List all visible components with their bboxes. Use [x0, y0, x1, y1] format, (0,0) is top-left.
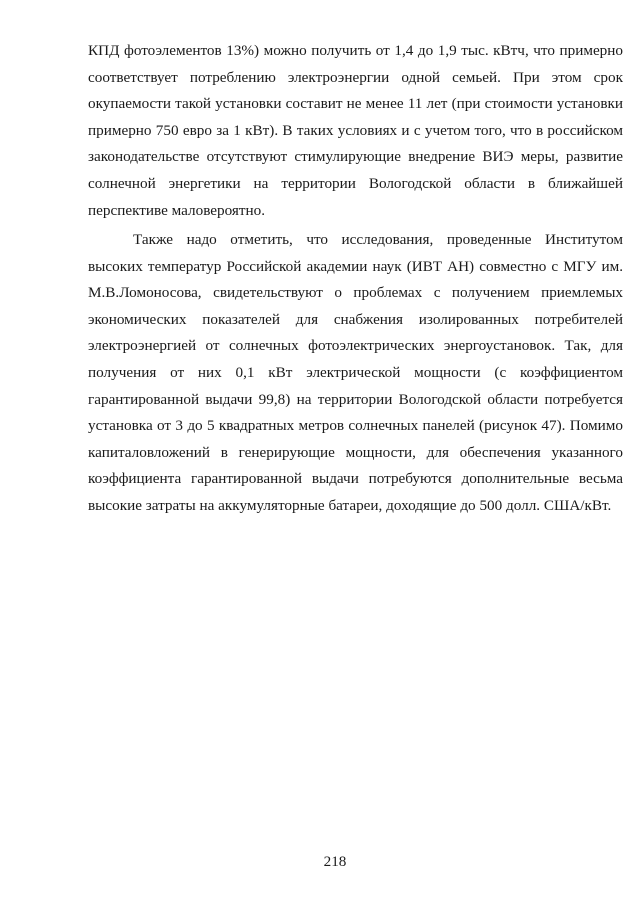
text-line: соответствует потреблению электроэнергии одной семьей. При этом срок: [88, 68, 623, 86]
text-line: примерно 750 евро за 1 кВт). В таких условиях и с учетом того, что в российском: [88, 121, 623, 139]
text-line: окупаемости такой установки составит не менее 11 лет (при стоимости установки: [88, 95, 623, 113]
text-line: гарантированной выдачи 99,8) на территории Вологодской области потребуется: [88, 390, 623, 408]
text-line: М.В.Ломоносова, свидетельствуют о проблемах с получением приемлемых: [88, 284, 623, 302]
text-line: экономических показателей для снабжения изолированных потребителей: [88, 310, 623, 328]
paragraph-1: [88, 38, 623, 224]
text-line: КПД фотоэлементов 13%) можно получить от 1,4 до 1,9 тыс. кВтч, что примерно: [88, 42, 623, 59]
text-line: высокие затраты на аккумуляторные батареи, доходящие до 500 долл. США/кВт.: [88, 496, 612, 514]
text-line: высоких температур Российской академии наук (ИВТ АН) совместно с МГУ им.: [88, 257, 623, 275]
page-number: 218: [323, 853, 347, 870]
text-line: законодательстве отсутствуют стимулирующие внедрение ВИЭ меры, развитие: [88, 148, 623, 166]
paragraph-2: [88, 227, 623, 520]
text-line: установка от 3 до 5 квадратных метров солнечных панелей (рисунок 47). Помимо: [88, 417, 623, 435]
text-line: капиталовложений в генерирующие мощности, для обеспечения указанного: [88, 443, 623, 461]
text-line: электроэнергией от солнечных фотоэлектрических энергоустановок. Так, для: [88, 337, 623, 355]
text-line: солнечной энергетики на территории Вологодской области в ближайшей: [88, 174, 623, 192]
text-line: коэффициента гарантированной выдачи потребуются дополнительные весьма: [88, 470, 623, 488]
text-line: перспективе маловероятно.: [88, 201, 266, 219]
text-line: получения от них 0,1 кВт электрической мощности (с коэффициентом: [88, 363, 623, 381]
text-line: Также надо отметить, что исследования, проведенные Институтом: [133, 231, 623, 248]
